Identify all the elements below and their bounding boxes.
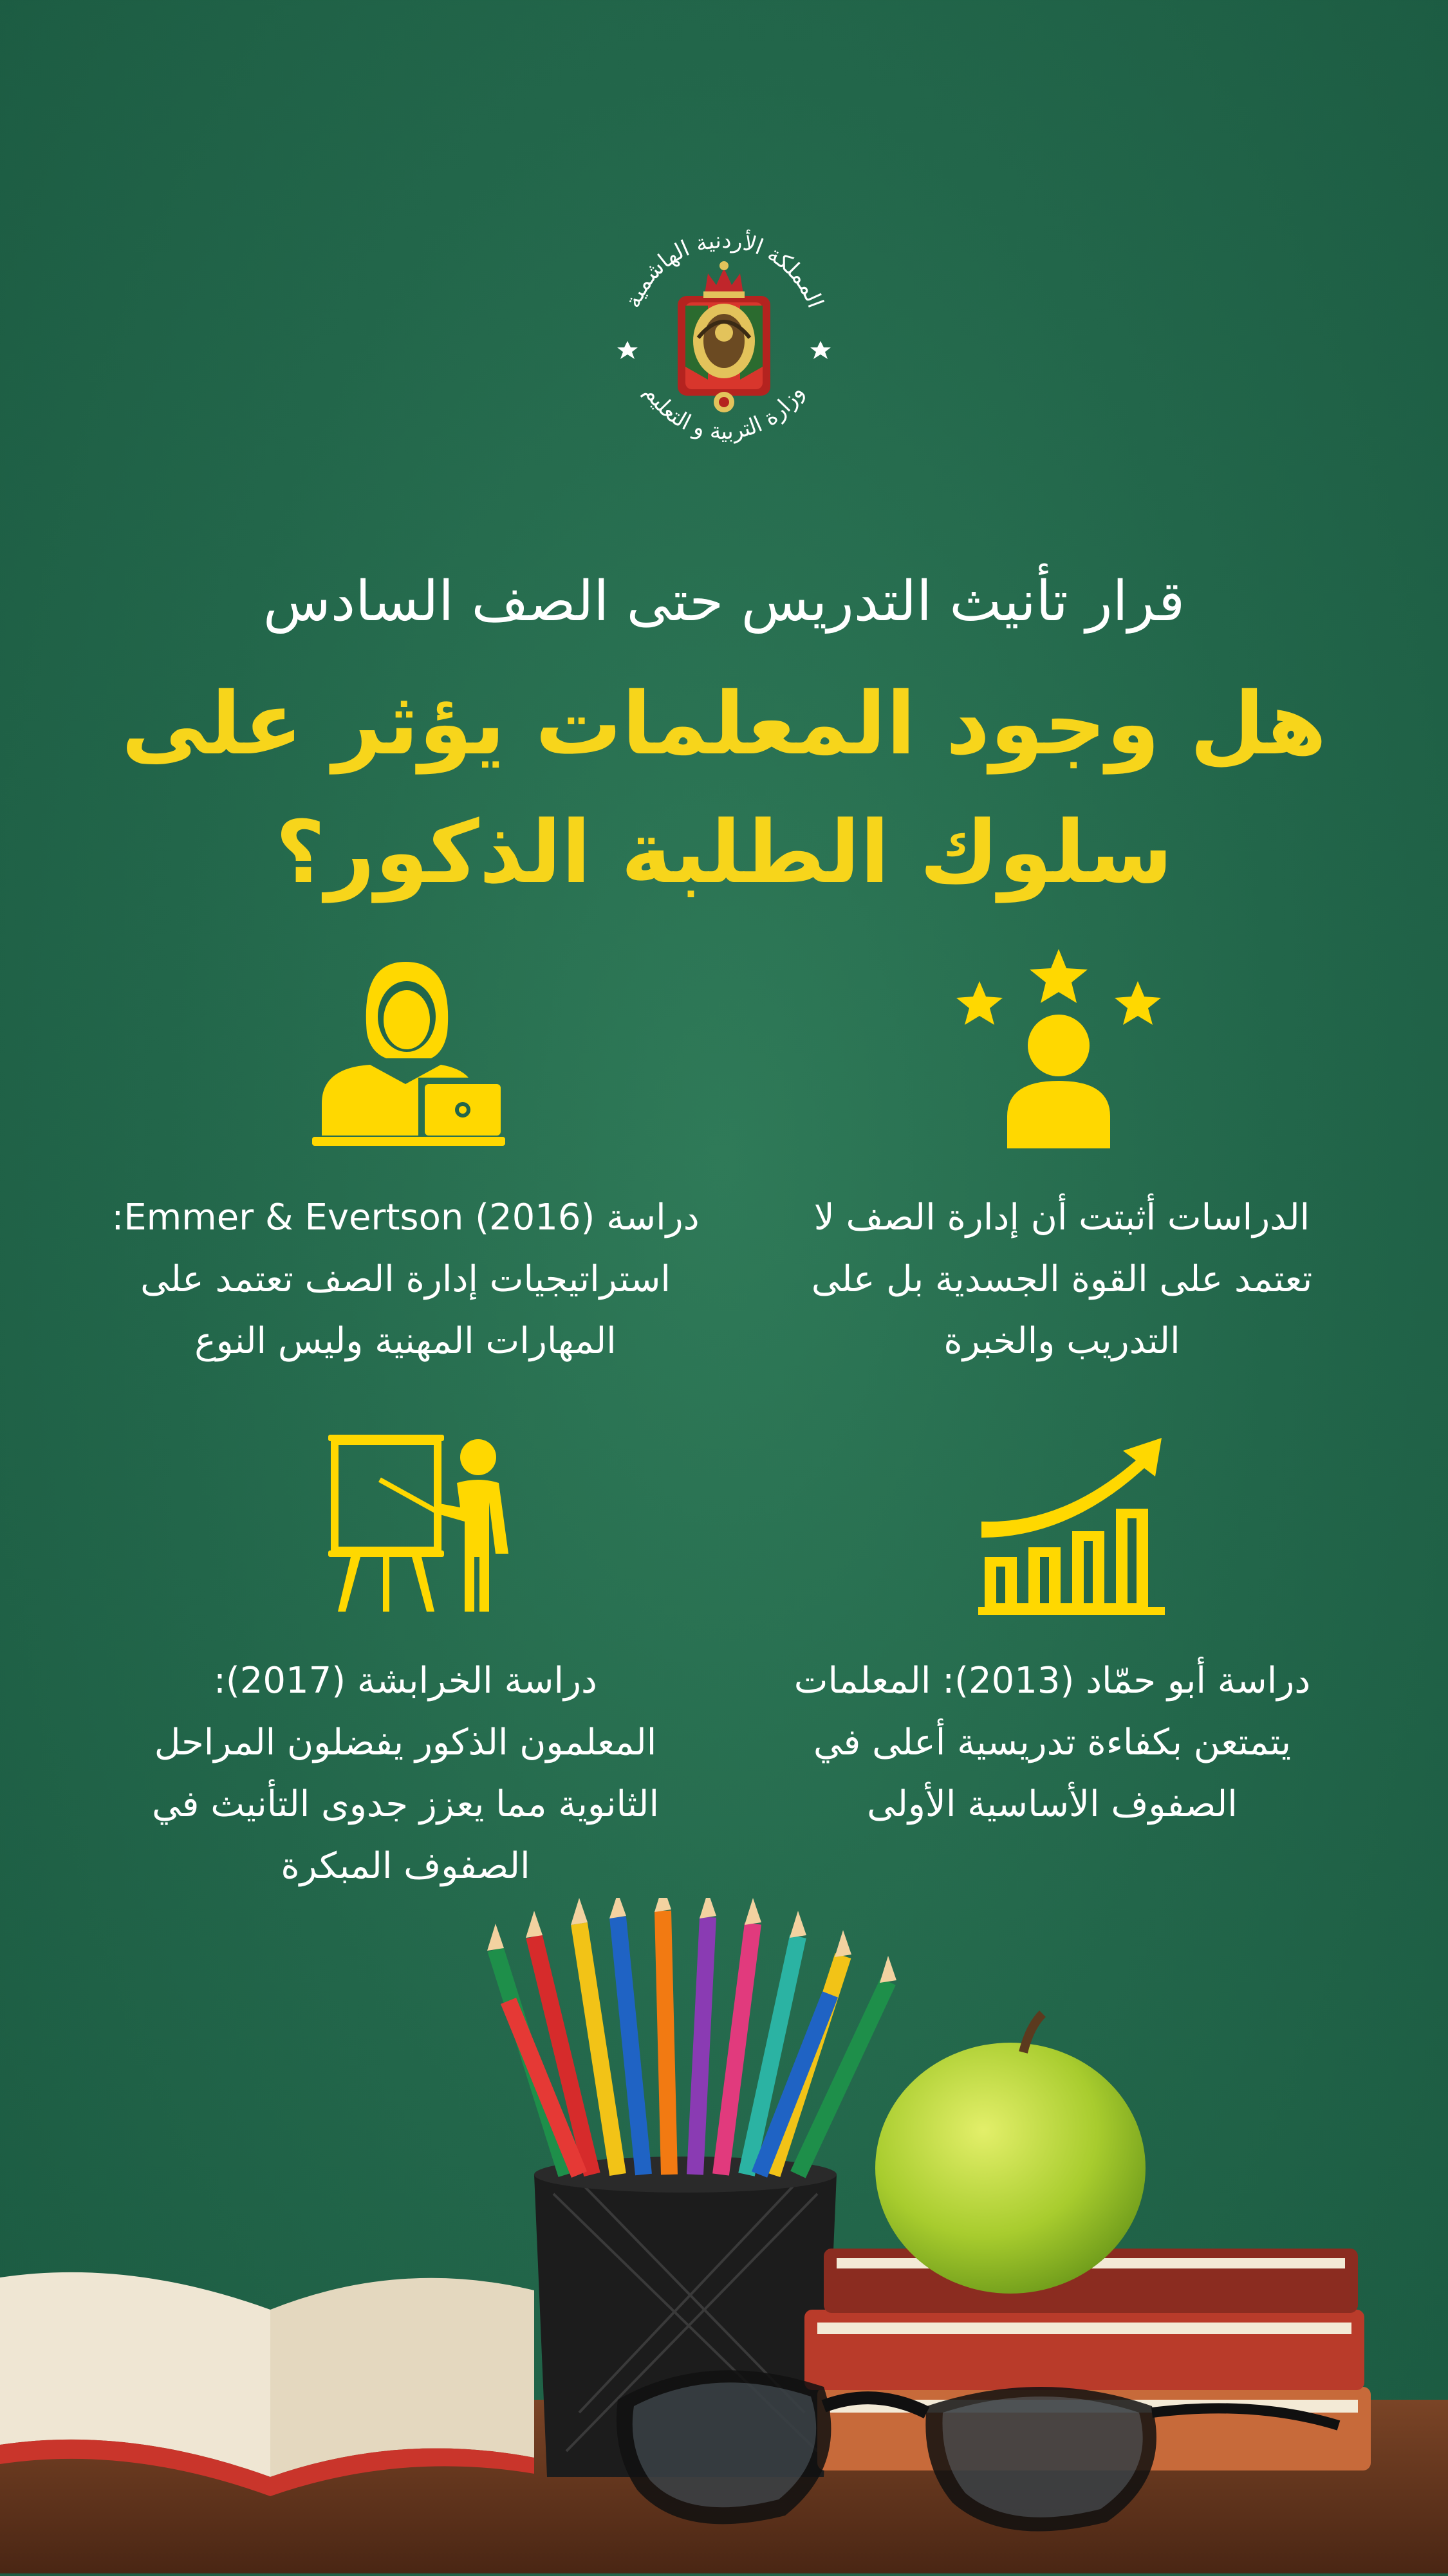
card-line: يتمتعن بكفاءة تدريسية أعلى في (813, 1722, 1292, 1763)
svg-text:وزارة التربية و التعليم: وزارة التربية و التعليم (638, 380, 810, 445)
presenter-board-icon (325, 1431, 518, 1618)
card-line: الثانوية مما يعزز جدوى التأنيث في (151, 1783, 660, 1825)
card-line: استراتيجيات إدارة الصف تعتمد على (140, 1258, 671, 1300)
card-line: دراسة Emmer & Evertson (2016): (111, 1197, 700, 1238)
card-line: الدراسات أثبتت أن إدارة الصف لا (813, 1197, 1310, 1238)
person-stars-icon (952, 943, 1165, 1155)
card-line: التدريب والخبرة (943, 1320, 1180, 1362)
page-headline (0, 659, 1448, 917)
page-subtitle: قرار تأنيث التدريس حتى الصف السادس (263, 569, 1185, 634)
card-line: دراسة أبو حمّاد (2013): المعلمات (794, 1660, 1311, 1702)
card-line: المهارات المهنية وليس النوع (194, 1320, 617, 1362)
card-line: الصفوف الأساسية الأولى (867, 1783, 1238, 1825)
card-text-management (779, 1187, 1345, 1372)
card-text-emmer-evertson (109, 1187, 701, 1372)
desk-scene-illustration (0, 1898, 1448, 2573)
card-line: تعتمد على القوة الجسدية بل على (811, 1258, 1313, 1300)
card-line: الصفوف المبكرة (281, 1845, 530, 1887)
svg-text:المملكة الأردنية الهاشمية: المملكة الأردنية الهاشمية (620, 227, 829, 312)
headline-line-2: سلوك الطلبة الذكور؟ (275, 802, 1173, 903)
card-line: دراسة الخرابشة (2017): (214, 1660, 597, 1702)
headline-line-1: هل وجود المعلمات يؤثر على (121, 674, 1327, 774)
teacher-laptop-icon (309, 949, 508, 1148)
card-line: المعلمون الذكور يفضلون المراحل (154, 1722, 657, 1763)
growth-chart-icon (978, 1435, 1165, 1615)
card-text-kharabsheh (103, 1650, 708, 1897)
card-text-abu-hammad (747, 1650, 1358, 1835)
ministry-seal-logo (595, 209, 853, 466)
